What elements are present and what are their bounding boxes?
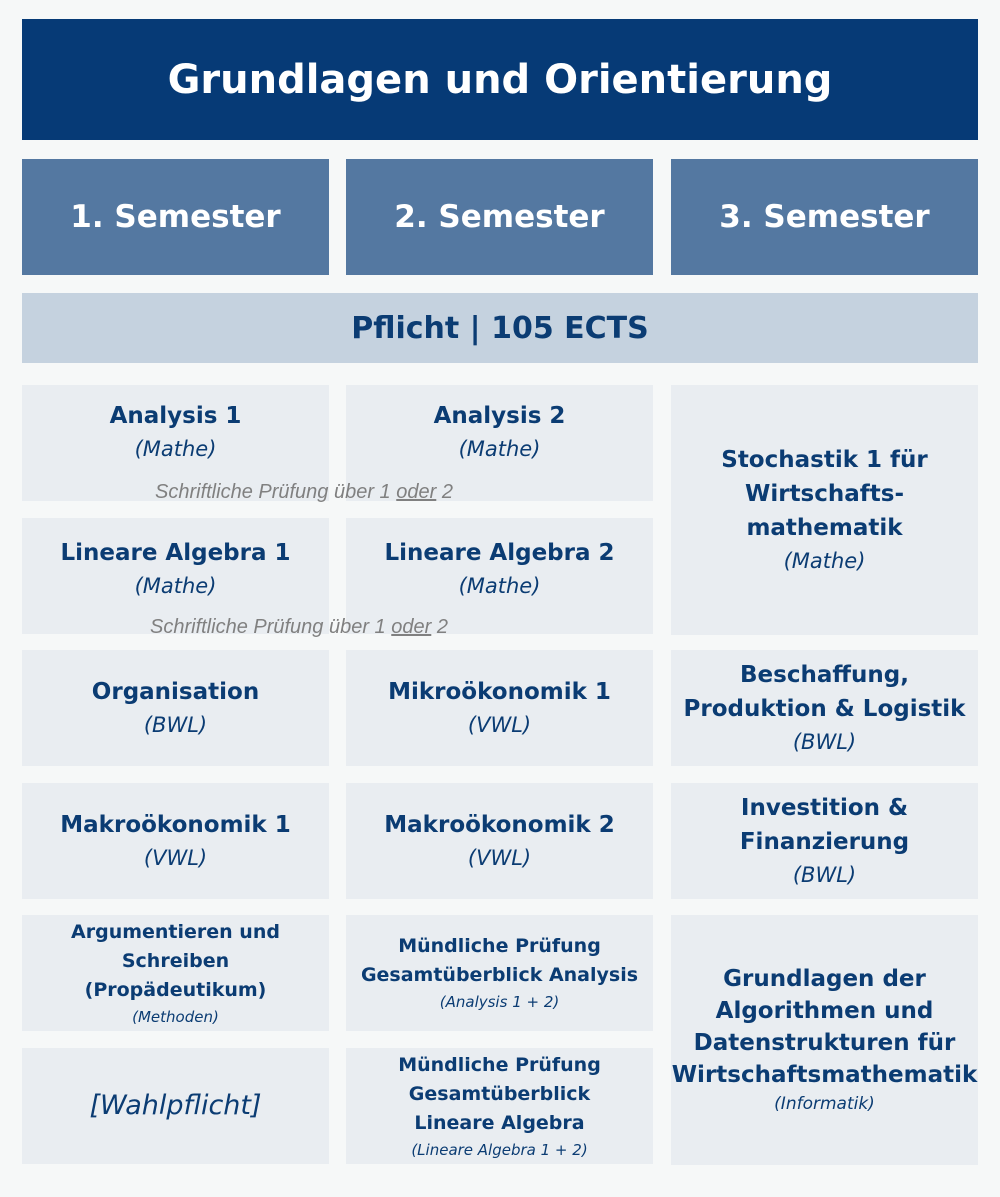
module-mikrooekonomik-1 bbox=[346, 650, 653, 766]
semester-2-header: 2. Semester bbox=[346, 159, 653, 275]
module-category: (BWL) bbox=[792, 730, 857, 754]
module-organisation bbox=[22, 650, 329, 766]
module-category: (Lineare Algebra 1 + 2) bbox=[411, 1140, 588, 1159]
exam-note-analysis: Schriftliche Prüfung über 1 oder 2 bbox=[155, 481, 453, 503]
module-name-line: Grundlagen der bbox=[723, 966, 926, 992]
module-name: Lineare Algebra 1 bbox=[60, 540, 291, 566]
module-wahlpflicht bbox=[22, 1048, 329, 1164]
module-makrooekonomik-1 bbox=[22, 783, 329, 899]
semester-1-header: 1. Semester bbox=[22, 159, 329, 275]
module-argumentieren bbox=[22, 915, 329, 1031]
semester-3-header: 3. Semester bbox=[671, 159, 978, 275]
module-name-line: Investition & bbox=[740, 795, 909, 821]
module-category: (VWL) bbox=[143, 846, 208, 870]
module-name-line: Gesamtüberblick Analysis bbox=[360, 964, 639, 986]
module-category: (VWL) bbox=[467, 713, 532, 737]
module-name: Organisation bbox=[91, 679, 260, 705]
module-name-line: Wirtschaftsmathematik bbox=[671, 1062, 978, 1088]
module-name: [Wahlpflicht] bbox=[89, 1090, 262, 1121]
module-category: (Mathe) bbox=[134, 437, 217, 461]
module-name-line: Produktion & Logistik bbox=[683, 696, 966, 722]
module-name: Analysis 1 bbox=[109, 403, 242, 429]
module-makrooekonomik-2 bbox=[346, 783, 653, 899]
module-name-line: Mündliche Prüfung bbox=[398, 1053, 601, 1076]
module-name-line: Wirtschafts- bbox=[744, 481, 905, 507]
module-name-line: mathematik bbox=[746, 515, 903, 541]
module-name: Makroökonomik 1 bbox=[60, 812, 291, 838]
module-name-line: Datenstrukturen für bbox=[693, 1030, 956, 1056]
module-category: (BWL) bbox=[792, 863, 857, 887]
page-title: Grundlagen und Orientierung bbox=[22, 19, 978, 140]
pflicht-banner: Pflicht | 105 ECTS bbox=[22, 293, 978, 363]
module-name-line: Mündliche Prüfung bbox=[398, 935, 601, 957]
module-stochastik-1 bbox=[671, 385, 978, 635]
module-name-line: Finanzierung bbox=[739, 829, 910, 855]
module-muendlich-lineare-algebra bbox=[346, 1048, 653, 1164]
module-category: (Analysis 1 + 2) bbox=[439, 993, 560, 1011]
module-investition bbox=[671, 783, 978, 899]
module-name: Mikroökonomik 1 bbox=[388, 679, 611, 705]
module-beschaffung bbox=[671, 650, 978, 766]
module-name-line: Algorithmen und bbox=[715, 998, 934, 1024]
module-name-line: (Propädeutikum) bbox=[84, 978, 267, 1001]
module-muendlich-analysis bbox=[346, 915, 653, 1031]
module-category: (Methoden) bbox=[132, 1007, 219, 1026]
module-grundlagen-algorithmen bbox=[671, 915, 978, 1165]
module-category: (Mathe) bbox=[783, 549, 866, 573]
module-name-line: Schreiben bbox=[121, 949, 230, 972]
module-category: (Mathe) bbox=[458, 574, 541, 598]
module-name-line: Beschaffung, bbox=[740, 662, 909, 688]
module-name: Lineare Algebra 2 bbox=[384, 540, 615, 566]
exam-note-lineare-algebra: Schriftliche Prüfung über 1 oder 2 bbox=[150, 616, 448, 638]
module-name-line: Lineare Algebra bbox=[414, 1111, 585, 1134]
module-category: (Informatik) bbox=[774, 1094, 875, 1114]
module-name-line: Gesamtüberblick bbox=[408, 1082, 591, 1105]
module-name-line: Argumentieren und bbox=[71, 920, 280, 943]
module-category: (Mathe) bbox=[134, 574, 217, 598]
module-category: (VWL) bbox=[467, 846, 532, 870]
module-name: Analysis 2 bbox=[433, 403, 566, 429]
module-name-line: Stochastik 1 für bbox=[721, 447, 928, 473]
module-category: (BWL) bbox=[143, 713, 208, 737]
module-name: Makroökonomik 2 bbox=[384, 812, 615, 838]
module-category: (Mathe) bbox=[458, 437, 541, 461]
